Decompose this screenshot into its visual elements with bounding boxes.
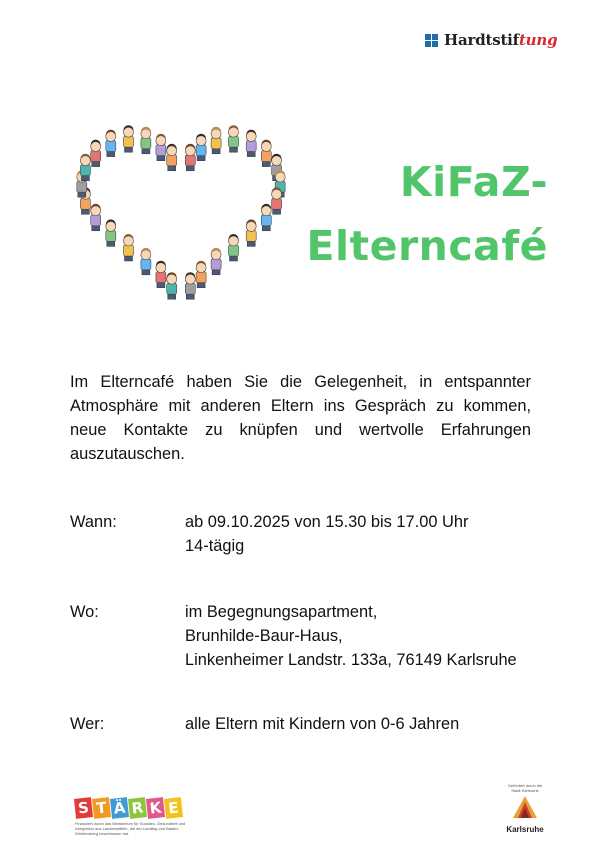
person-figure xyxy=(229,234,239,261)
staerke-letter: R xyxy=(128,797,147,819)
logo-text-accent: tung xyxy=(518,31,558,49)
staerke-letter: S xyxy=(74,797,93,819)
person-figure xyxy=(80,154,90,181)
person-figure xyxy=(246,219,256,246)
person-figure xyxy=(246,130,256,157)
title-line-1: KiFaZ- xyxy=(399,158,548,206)
title-line-2: Elterncafé xyxy=(306,222,548,270)
where-line-1: im Begegnungsapartment, xyxy=(185,603,378,621)
staerke-logo xyxy=(75,798,200,836)
hardtstiftung-logo-text xyxy=(444,31,557,49)
staerke-funding-note: Finanziert durch das Ministerium für Soziales, Gesundheit und Integration aus Landesmitteln, die der Landtag von Baden-Württemberg beschlossen hat. xyxy=(75,821,186,836)
where-value xyxy=(185,600,517,672)
person-figure xyxy=(229,125,239,152)
person-figure xyxy=(167,144,177,171)
hardtstiftung-logo xyxy=(425,31,557,49)
person-figure xyxy=(141,248,151,275)
person-figure xyxy=(261,204,271,231)
person-figure xyxy=(106,219,116,246)
person-figure xyxy=(167,272,177,299)
when-label: Wann: xyxy=(70,513,117,531)
karlsruhe-name: Karlsruhe xyxy=(506,825,544,834)
where-line-3: Linkenheimer Landstr. 133a, 76149 Karlsruhe xyxy=(185,651,517,669)
person-figure xyxy=(156,261,166,288)
hardtstiftung-logo-icon xyxy=(425,34,438,47)
page-title xyxy=(300,150,548,278)
intro-paragraph: Im Elterncafé haben Sie die Gelegenheit, in entspannter Atmosphäre mit anderen Eltern ins Gespräch zu kommen, neue Kontakte zu knüpfen und wertvolle Erfahrungen auszutauschen. xyxy=(70,373,531,463)
person-figure xyxy=(185,272,195,299)
person-figure xyxy=(124,234,134,261)
person-figure xyxy=(91,204,101,231)
staerke-letters xyxy=(75,798,200,818)
staerke-letter: T xyxy=(92,797,111,819)
person-figure xyxy=(106,130,116,157)
person-figure xyxy=(156,134,166,161)
heart-of-people-illustration xyxy=(70,112,292,302)
staerke-letter: Ä xyxy=(110,797,129,819)
where-label: Wo: xyxy=(70,603,99,621)
person-figure xyxy=(141,127,151,154)
karlsruhe-logo xyxy=(503,783,547,834)
who-label: Wer: xyxy=(70,715,105,733)
karlsruhe-funding-note: Gefördert durch die Stadt Karlsruhe xyxy=(507,783,543,793)
when-frequency: 14-tägig xyxy=(185,537,245,555)
where-line-2: Brunhilde-Baur-Haus, xyxy=(185,627,343,645)
when-date-time: ab 09.10.2025 von 15.30 bis 17.00 Uhr xyxy=(185,513,469,531)
when-value xyxy=(185,510,468,558)
person-figure xyxy=(124,125,134,152)
person-figure xyxy=(196,134,206,161)
person-figure xyxy=(272,187,282,214)
staerke-letter: K xyxy=(146,797,165,819)
karlsruhe-city-logo-icon xyxy=(512,795,538,819)
staerke-letter: E xyxy=(164,797,183,819)
person-figure xyxy=(211,248,221,275)
person-figure xyxy=(91,140,101,167)
person-figure xyxy=(185,144,195,171)
logo-text-main: Hardtstif xyxy=(444,31,519,49)
who-value xyxy=(185,712,459,736)
person-figure xyxy=(196,261,206,288)
person-figure xyxy=(261,140,271,167)
person-figure xyxy=(211,127,221,154)
who-line-1: alle Eltern mit Kindern von 0-6 Jahren xyxy=(185,715,460,733)
